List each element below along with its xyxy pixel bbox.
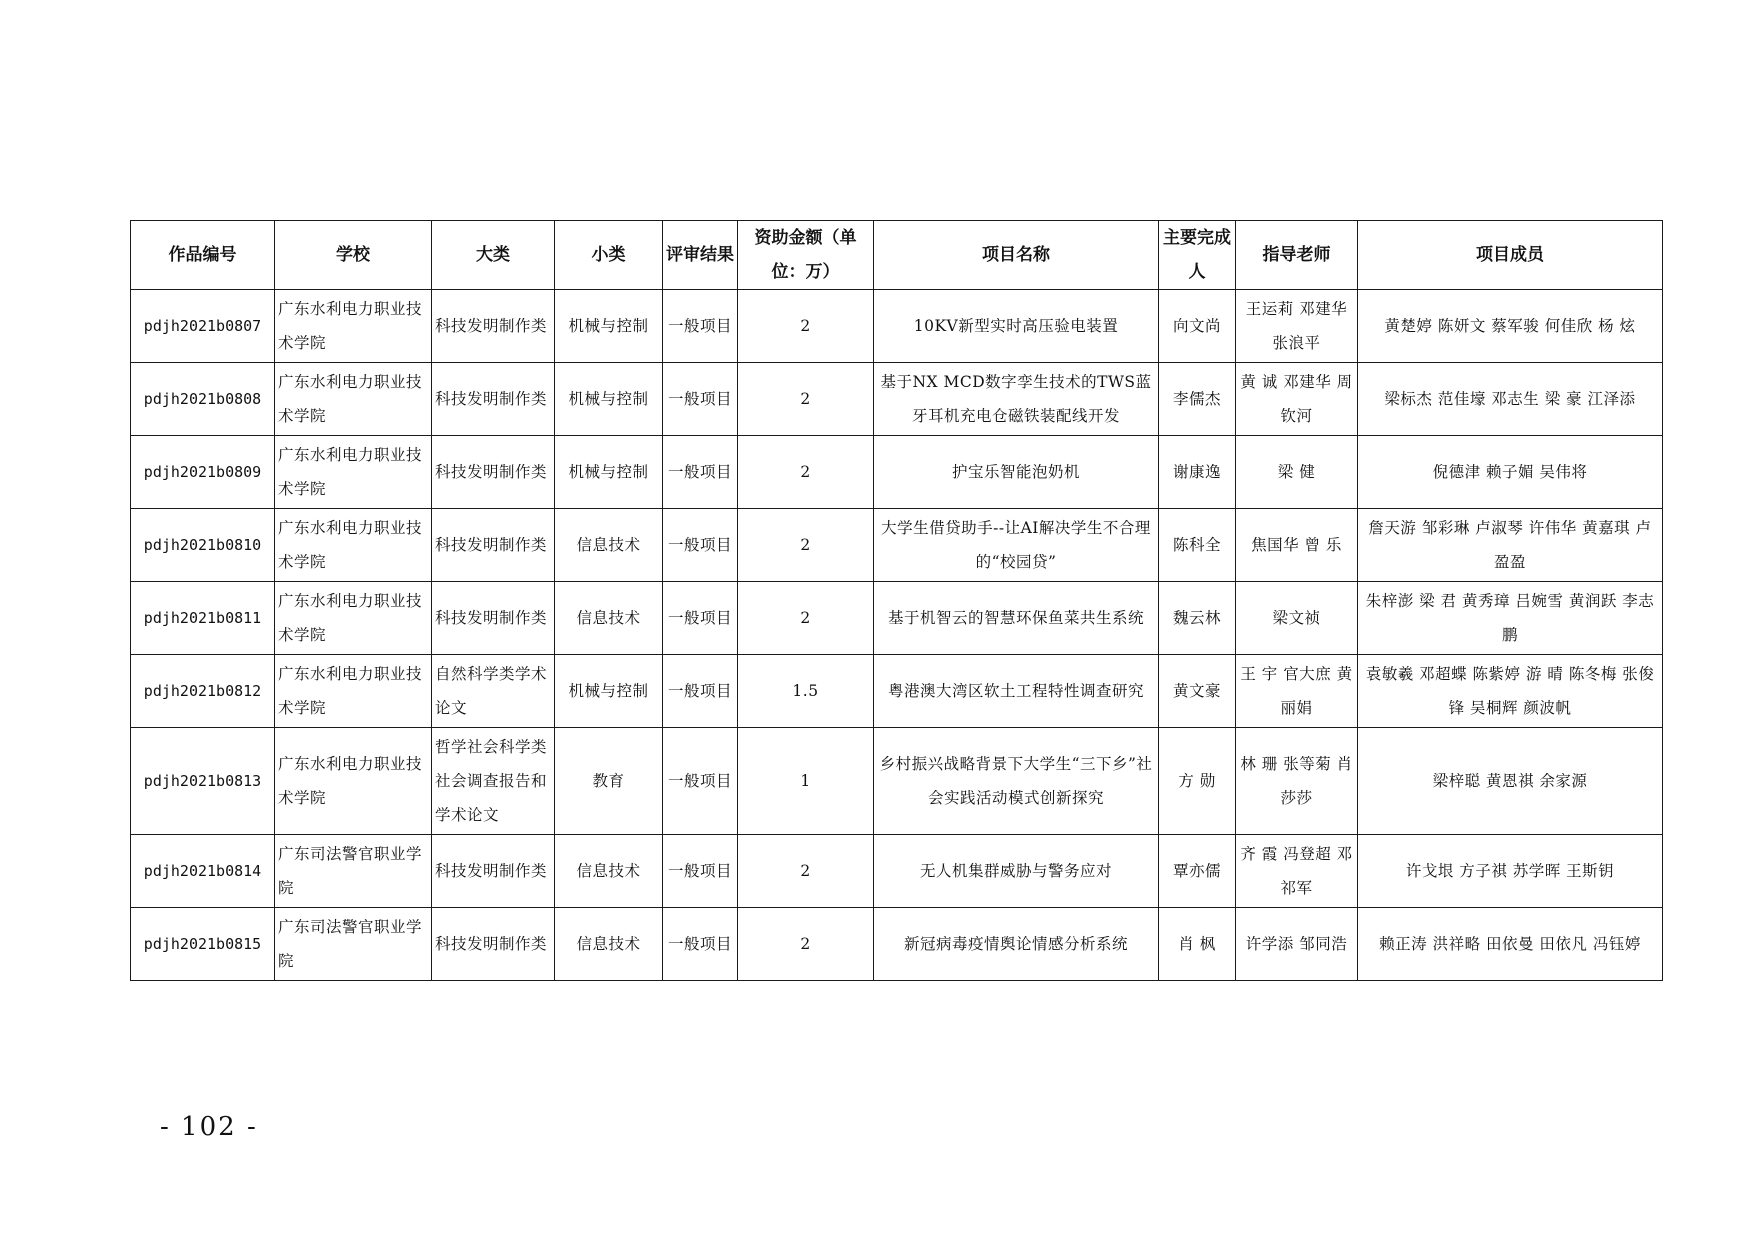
cell-result: 一般项目 xyxy=(663,436,738,509)
header-leader: 主要完成人 xyxy=(1159,221,1236,290)
cell-advisor: 黄 诚 邓建华 周钦河 xyxy=(1236,363,1358,436)
cell-category: 科技发明制作类 xyxy=(432,835,555,908)
header-school: 学校 xyxy=(275,221,432,290)
cell-category: 科技发明制作类 xyxy=(432,436,555,509)
cell-advisor: 梁文祯 xyxy=(1236,582,1358,655)
cell-code: pdjh2021b0811 xyxy=(131,582,275,655)
cell-category: 科技发明制作类 xyxy=(432,363,555,436)
cell-members: 詹天游 邹彩琳 卢淑琴 许伟华 黄嘉琪 卢盈盈 xyxy=(1358,509,1663,582)
cell-members: 朱梓澎 梁 君 黄秀璋 吕婉雪 黄润跃 李志鹏 xyxy=(1358,582,1663,655)
cell-funding: 2 xyxy=(738,363,874,436)
table-row xyxy=(131,728,1663,835)
cell-code: pdjh2021b0814 xyxy=(131,835,275,908)
cell-category: 科技发明制作类 xyxy=(432,290,555,363)
cell-result: 一般项目 xyxy=(663,728,738,835)
cell-school: 广东水利电力职业技术学院 xyxy=(275,728,432,835)
cell-leader: 魏云林 xyxy=(1159,582,1236,655)
cell-advisor: 梁 健 xyxy=(1236,436,1358,509)
cell-project: 乡村振兴战略背景下大学生“三下乡”社会实践活动模式创新探究 xyxy=(874,728,1159,835)
page-number: - 102 - xyxy=(160,1112,258,1142)
cell-project: 护宝乐智能泡奶机 xyxy=(874,436,1159,509)
cell-members: 许戈垠 方子祺 苏学晖 王斯钥 xyxy=(1358,835,1663,908)
cell-school: 广东司法警官职业学院 xyxy=(275,908,432,981)
project-table xyxy=(130,220,1663,981)
cell-advisor: 王 宇 官大庶 黄丽娟 xyxy=(1236,655,1358,728)
cell-funding: 2 xyxy=(738,908,874,981)
cell-advisor: 林 珊 张等菊 肖莎莎 xyxy=(1236,728,1358,835)
cell-leader: 陈科全 xyxy=(1159,509,1236,582)
cell-category: 科技发明制作类 xyxy=(432,509,555,582)
cell-category: 科技发明制作类 xyxy=(432,582,555,655)
cell-school: 广东水利电力职业技术学院 xyxy=(275,436,432,509)
header-category: 大类 xyxy=(432,221,555,290)
cell-school: 广东水利电力职业技术学院 xyxy=(275,363,432,436)
cell-members: 倪德津 赖子媚 吴伟将 xyxy=(1358,436,1663,509)
cell-subcategory: 机械与控制 xyxy=(555,436,663,509)
cell-project: 粤港澳大湾区软土工程特性调查研究 xyxy=(874,655,1159,728)
table-row xyxy=(131,509,1663,582)
cell-category: 自然科学类学术论文 xyxy=(432,655,555,728)
cell-leader: 肖 枫 xyxy=(1159,908,1236,981)
table-row xyxy=(131,908,1663,981)
cell-funding: 2 xyxy=(738,436,874,509)
cell-funding: 2 xyxy=(738,509,874,582)
cell-members: 赖正涛 洪祥略 田依曼 田依凡 冯钰婷 xyxy=(1358,908,1663,981)
table-row xyxy=(131,363,1663,436)
header-code: 作品编号 xyxy=(131,221,275,290)
table-row xyxy=(131,582,1663,655)
cell-advisor: 王运莉 邓建华 张浪平 xyxy=(1236,290,1358,363)
cell-leader: 方 勋 xyxy=(1159,728,1236,835)
cell-advisor: 齐 霞 冯登超 邓祁军 xyxy=(1236,835,1358,908)
header-funding: 资助金额（单位：万） xyxy=(738,221,874,290)
cell-leader: 向文尚 xyxy=(1159,290,1236,363)
cell-leader: 李儒杰 xyxy=(1159,363,1236,436)
cell-code: pdjh2021b0807 xyxy=(131,290,275,363)
cell-funding: 2 xyxy=(738,835,874,908)
cell-result: 一般项目 xyxy=(663,582,738,655)
cell-project: 新冠病毒疫情舆论情感分析系统 xyxy=(874,908,1159,981)
cell-subcategory: 信息技术 xyxy=(555,582,663,655)
cell-result: 一般项目 xyxy=(663,835,738,908)
cell-subcategory: 信息技术 xyxy=(555,908,663,981)
cell-category: 哲学社会科学类社会调查报告和学术论文 xyxy=(432,728,555,835)
cell-category: 科技发明制作类 xyxy=(432,908,555,981)
header-subcategory: 小类 xyxy=(555,221,663,290)
cell-members: 黄楚婷 陈妍文 蔡军骏 何佳欣 杨 炫 xyxy=(1358,290,1663,363)
table-row xyxy=(131,290,1663,363)
cell-project: 无人机集群威胁与警务应对 xyxy=(874,835,1159,908)
cell-result: 一般项目 xyxy=(663,363,738,436)
cell-funding: 1.5 xyxy=(738,655,874,728)
cell-code: pdjh2021b0809 xyxy=(131,436,275,509)
cell-leader: 黄文豪 xyxy=(1159,655,1236,728)
cell-school: 广东水利电力职业技术学院 xyxy=(275,509,432,582)
cell-subcategory: 信息技术 xyxy=(555,509,663,582)
header-result: 评审结果 xyxy=(663,221,738,290)
cell-school: 广东水利电力职业技术学院 xyxy=(275,582,432,655)
cell-project: 基于机智云的智慧环保鱼菜共生系统 xyxy=(874,582,1159,655)
cell-code: pdjh2021b0808 xyxy=(131,363,275,436)
cell-result: 一般项目 xyxy=(663,908,738,981)
cell-school: 广东水利电力职业技术学院 xyxy=(275,655,432,728)
cell-code: pdjh2021b0810 xyxy=(131,509,275,582)
table-row xyxy=(131,835,1663,908)
cell-project: 10KV新型实时高压验电装置 xyxy=(874,290,1159,363)
cell-school: 广东司法警官职业学院 xyxy=(275,835,432,908)
cell-subcategory: 信息技术 xyxy=(555,835,663,908)
cell-funding: 2 xyxy=(738,582,874,655)
cell-result: 一般项目 xyxy=(663,290,738,363)
cell-leader: 覃亦儒 xyxy=(1159,835,1236,908)
cell-school: 广东水利电力职业技术学院 xyxy=(275,290,432,363)
cell-project: 大学生借贷助手--让AI解决学生不合理的“校园贷” xyxy=(874,509,1159,582)
cell-result: 一般项目 xyxy=(663,655,738,728)
cell-project: 基于NX MCD数字孪生技术的TWS蓝牙耳机充电仓磁铁装配线开发 xyxy=(874,363,1159,436)
table-row xyxy=(131,436,1663,509)
cell-funding: 2 xyxy=(738,290,874,363)
cell-subcategory: 机械与控制 xyxy=(555,363,663,436)
header-project: 项目名称 xyxy=(874,221,1159,290)
cell-advisor: 焦国华 曾 乐 xyxy=(1236,509,1358,582)
cell-subcategory: 机械与控制 xyxy=(555,655,663,728)
cell-subcategory: 教育 xyxy=(555,728,663,835)
project-table-container xyxy=(130,220,1662,981)
cell-result: 一般项目 xyxy=(663,509,738,582)
cell-members: 梁标杰 范佳壕 邓志生 梁 豪 江泽添 xyxy=(1358,363,1663,436)
cell-members: 梁梓聪 黄恩祺 余家源 xyxy=(1358,728,1663,835)
cell-funding: 1 xyxy=(738,728,874,835)
cell-subcategory: 机械与控制 xyxy=(555,290,663,363)
cell-members: 袁敏羲 邓超蝶 陈紫婷 游 晴 陈冬梅 张俊锋 吴桐辉 颜波帆 xyxy=(1358,655,1663,728)
table-row xyxy=(131,655,1663,728)
header-members: 项目成员 xyxy=(1358,221,1663,290)
cell-code: pdjh2021b0815 xyxy=(131,908,275,981)
cell-leader: 谢康逸 xyxy=(1159,436,1236,509)
cell-code: pdjh2021b0812 xyxy=(131,655,275,728)
cell-code: pdjh2021b0813 xyxy=(131,728,275,835)
table-header-row xyxy=(131,221,1663,290)
cell-advisor: 许学添 邹同浩 xyxy=(1236,908,1358,981)
header-advisor: 指导老师 xyxy=(1236,221,1358,290)
